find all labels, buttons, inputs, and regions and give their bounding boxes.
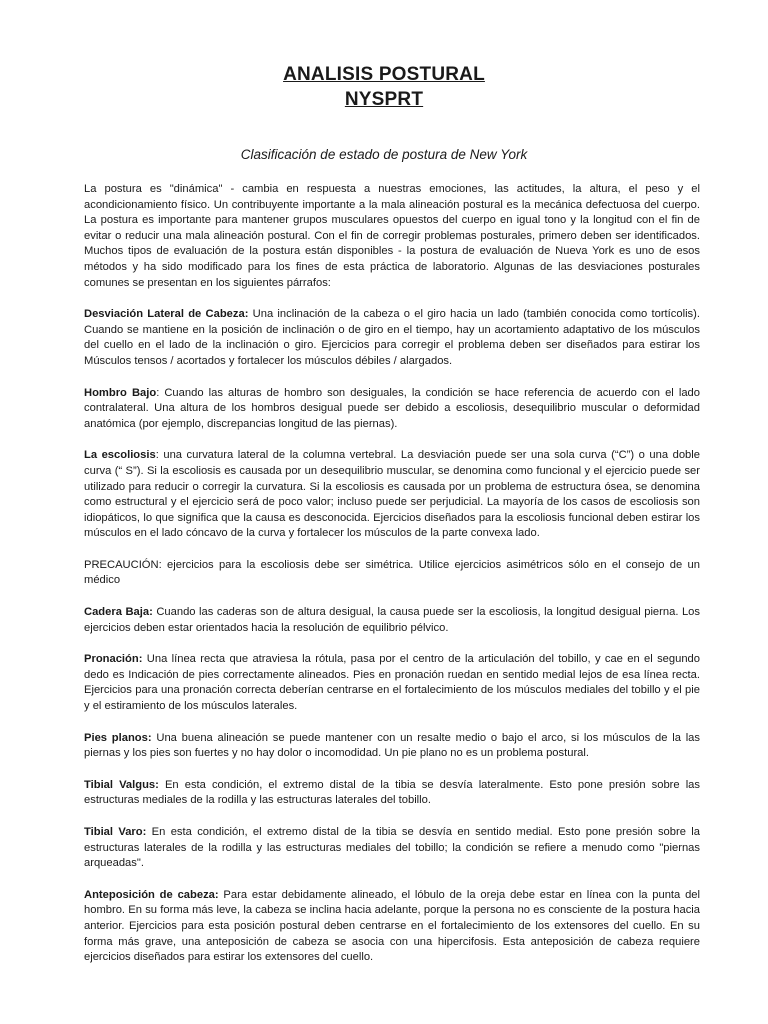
paragraph-text: Para estar debidamente alineado, el lóbulo de la oreja debe estar en línea con la punta del hombro. En su forma más leve, la cabeza se inclina hacia adelante, porque la persona no es consciente de la postura hacia anterior. Ejercicios para esta posición postural deben centrarse en el fortalecimiento de los extensores del cuello. En su forma más grave, una anteposición de cabeza se asocia con una hipercifosis. Esta anteposición de cabeza requiere ejercicios diseñados para estirar los extensores del cuello. (84, 888, 700, 964)
document-title: ANALISIS POSTURAL (283, 64, 485, 85)
paragraph-term: Desviación Lateral de Cabeza: (84, 308, 249, 321)
document-subtitle-code: NYSPRT (344, 89, 424, 110)
paragraph-text: En esta condición, el extremo distal de la tibia se desvía en sentido medial. Esto pone presión sobre la estructuras laterales de la rodilla y las estructuras mediales del tobillo; la condición se refiere a menudo como "piernas arqueadas". (84, 826, 700, 870)
paragraph-pies-planos (84, 731, 700, 762)
paragraph-term: Cadera Baja: (84, 606, 153, 619)
paragraph-text: En esta condición, el extremo distal de la tibia se desvía lateralmente. Esto pone presión sobre las estructuras mediales de la rodilla y las estructuras laterales del tobillo. (84, 778, 700, 807)
paragraph-cadera-baja (84, 605, 700, 636)
paragraph-term: La escoliosis (84, 449, 156, 462)
paragraph-precaucion (84, 558, 700, 589)
paragraph-term: Hombro Bajo (84, 386, 157, 399)
document-subtitle: Clasificación de estado de postura de New York (240, 147, 528, 162)
paragraph-text: Una línea recta que atraviesa la rótula, pasa por el centro de la articulación del tobillo, y cae en el segundo dedo es Indicación de pies correctamente alineados. Pies en pronación ruedan en sentido medial lejos de esa línea recta. Ejercicios para una pronación correcta deberían centrarse en el fortalecimiento de los músculos mediales del tobillo y el pie y el estiramiento de los músculos laterales. (84, 653, 700, 713)
paragraph-text: La postura es "dinámica" - cambia en respuesta a nuestras emociones, las actitudes, la altura, el peso y el acondicionamiento físico. Un contribuyente importante a la mala alineación postural es la mecánica defectuosa del cuerpo. La postura es importante para mantener grupos musculares opuestos del cuerpo en igual tono y la longitud con el fin de evitar o reducir una mala alineación postural. Con el fin de corregir problemas posturales, primero deben ser identificados. Muchos tipos de evaluación de la postura están disponibles - la postura de evaluación de Nueva York es uno de esos métodos y ha sido modificado para los fines de esta práctica de laboratorio. Algunas de las desviaciones posturales comunes se presentan en los siguientes párrafos: (84, 183, 700, 289)
document-body (84, 182, 700, 982)
paragraph-escoliosis (84, 448, 700, 542)
paragraph-intro (84, 182, 700, 291)
paragraph-term: Tibial Varo: (84, 826, 147, 838)
paragraph-pronacion (84, 652, 700, 714)
paragraph-text: Cuando las caderas son de altura desigual, la causa puede ser la escoliosis, la longitud desigual pierna. Los ejercicios deben estar orientados hacia la resolución de equilibrio pélvico. (84, 606, 700, 634)
paragraph-anteposicion-cabeza (84, 888, 700, 966)
paragraph-desviacion-lateral (84, 307, 700, 369)
paragraph-text: Una buena alineación se puede mantener con un resalte medio o bajo el arco, si los músculos de la las piernas y los pies son fuertes y no hay dolor o incomodidad. Un pie plano no es un problema postural. (84, 731, 700, 760)
paragraph-text: PRECAUCIÓN: ejercicios para la escoliosis debe ser simétrica. Utilice ejercicios asimétricos sólo en el consejo de un médico (84, 558, 700, 587)
paragraph-text: : una curvatura lateral de la columna vertebral. La desviación puede ser una sola curva (“C”) o una doble curva (“ S”). Si la escoliosis es causada por un desequilibrio muscular, se denomina como funcional y el ejercicio puede ser utilizado para reducir o corregir la curvatura. Si la escoliosis es causada por un problema de estructura ósea, se denomina como estructural y el ejercicio será de poco valor; incluso puede ser perjudicial. La mayoría de los casos de escoliosis son idiopáticos, lo que significa que la causa es desconocida. Ejercicios diseñados para la escoliosis funcional deben estirar los músculos en el lado cóncavo de la curva y fortalecer los músculos de la parte convexa lado. (84, 449, 700, 540)
paragraph-tibial-valgus (84, 778, 700, 809)
paragraph-text: : Cuando las alturas de hombro son desiguales, la condición se hace referencia de acuerdo con el lado contralateral. Una altura de los hombros desigual puede ser debido a escoliosis, desequilibrio muscular o deformidad anatómica (por ejemplo, discrepancias longitud de las piernas). (84, 386, 700, 430)
paragraph-tibial-varo (84, 825, 700, 872)
paragraph-term: Tibial Valgus: (84, 778, 159, 791)
paragraph-term: Anteposición de cabeza: (84, 888, 219, 901)
paragraph-text: Una inclinación de la cabeza o el giro hacia un lado (también conocida como tortícolis). Cuando se mantiene en la posición de inclinación o de giro en el tiempo, hay un acortamiento adaptativo de los músculos del cuello en el lado de la inclinación o giro. Ejercicios para corregir el problema deben ser diseñados para estirar los Músculos tensos / acortados y fortalecer los músculos débiles / alargados. (84, 308, 700, 367)
paragraph-term: Pronación: (84, 653, 143, 666)
paragraph-hombro-bajo (84, 386, 700, 433)
title-block (0, 62, 768, 112)
paragraph-term: Pies planos: (84, 731, 152, 744)
